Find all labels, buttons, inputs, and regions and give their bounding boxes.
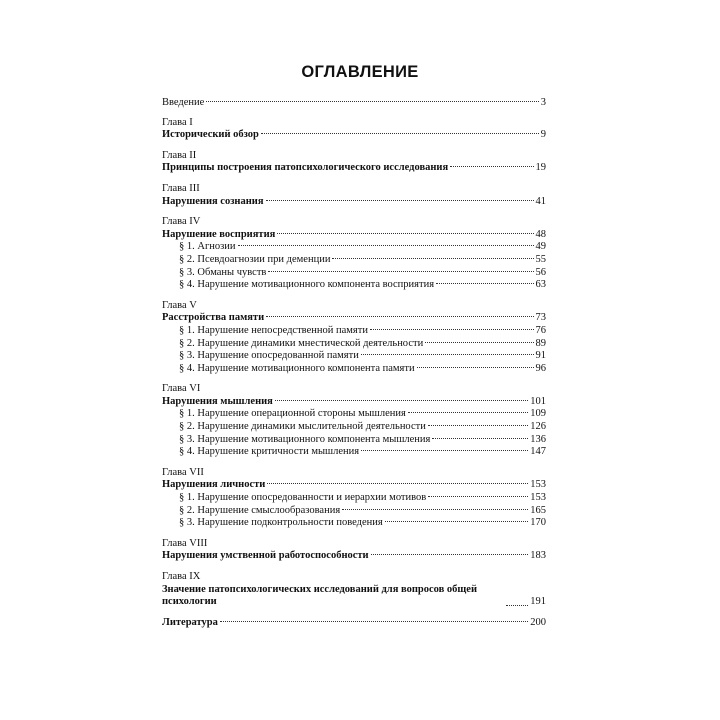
- dot-leader: [428, 425, 528, 426]
- dot-leader: [275, 400, 528, 401]
- chapter-title-entry: [162, 229, 546, 242]
- dot-leader: [371, 554, 529, 555]
- toc-entry-title: Значение патопсихологических исследований для вопросов общей психологии: [162, 583, 478, 608]
- toc-entry-page: 126: [530, 421, 546, 433]
- chapter-label: Глава IX: [162, 571, 201, 582]
- table-of-contents: [162, 97, 546, 629]
- toc-entry-title: § 1. Агнозии: [179, 241, 236, 253]
- toc-entry-page: 49: [535, 241, 546, 253]
- toc-entry-page: 73: [535, 312, 546, 324]
- toc-entry-title: § 2. Псевдоагнозии при деменции: [179, 253, 331, 265]
- toc-entry-title: Нарушение восприятия: [162, 228, 276, 240]
- dot-leader: [408, 412, 528, 413]
- toc-entry-title: Нарушения личности: [162, 479, 266, 491]
- section-entry: [162, 434, 546, 447]
- toc-entry-page: 3: [540, 97, 546, 108]
- dot-leader: [332, 258, 533, 259]
- dot-leader: [428, 496, 528, 497]
- dot-leader: [385, 521, 529, 522]
- section-entry: [162, 325, 546, 338]
- toc-entry-title: § 1. Нарушение операционной стороны мышления: [179, 408, 406, 420]
- chapter-title-entry: [162, 550, 546, 563]
- chapter-block: [162, 216, 546, 292]
- toc-entry-page: 147: [530, 446, 546, 458]
- dot-leader: [370, 329, 534, 330]
- chapter-block: [162, 571, 546, 609]
- toc-entry-page: 101: [530, 395, 546, 407]
- page-title: ОГЛАВЛЕНИЕ: [301, 63, 419, 81]
- chapter-title-entry: [162, 196, 546, 209]
- chapter-label: Глава II: [162, 149, 197, 161]
- dot-leader: [417, 367, 534, 368]
- toc-entry-title: § 4. Нарушение критичности мышления: [179, 446, 360, 458]
- toc-entry-title: § 2. Нарушение смыслообразования: [179, 504, 341, 516]
- toc-entry-page: 183: [530, 550, 546, 562]
- dot-leader: [436, 283, 533, 284]
- toc-entry-title: § 3. Нарушение опосредованной памяти: [179, 350, 359, 362]
- dot-leader: [266, 316, 533, 317]
- toc-entry-page: 170: [530, 517, 546, 529]
- toc-entry-page: 165: [530, 504, 546, 516]
- toc-entry-page: 153: [530, 479, 546, 491]
- chapter-label: Глава V: [162, 299, 197, 311]
- dot-leader: [220, 621, 528, 622]
- toc-entry-title: § 2. Нарушение динамики мнестической деятельности: [179, 337, 424, 349]
- toc-entry-title: Введение: [162, 97, 205, 108]
- chapter-block: [162, 300, 546, 376]
- toc-entry-page: 63: [535, 279, 546, 291]
- chapter-title-entry: [162, 129, 546, 142]
- toc-entry-page: 41: [535, 195, 546, 207]
- dot-leader: [268, 271, 533, 272]
- toc-entry-title: § 4. Нарушение мотивационного компонента восприятия: [179, 279, 435, 291]
- toc-entry-title: § 1. Нарушение непосредственной памяти: [179, 324, 368, 336]
- section-entry: [162, 505, 546, 518]
- section-entry: [162, 421, 546, 434]
- toc-entry-page: 55: [535, 253, 546, 265]
- section-entry: [162, 279, 546, 292]
- toc-entry-title: § 2. Нарушение динамики мыслительной деятельности: [179, 421, 426, 433]
- toc-entry-page: 200: [530, 616, 546, 628]
- toc-entry-intro: [162, 97, 546, 110]
- toc-entry-page: 76: [535, 324, 546, 336]
- dot-leader: [432, 438, 528, 439]
- dot-leader: [206, 101, 538, 102]
- dot-leader: [277, 233, 533, 234]
- section-entry: [162, 492, 546, 505]
- toc-entry-literature: [162, 617, 546, 630]
- toc-entry-title: Нарушения сознания: [162, 195, 264, 207]
- dot-leader: [342, 509, 528, 510]
- chapter-title-entry: [162, 479, 546, 492]
- section-entry: [162, 446, 546, 459]
- chapter-block: [162, 538, 546, 563]
- toc-entry-title: Расстройства памяти: [162, 312, 265, 324]
- chapter-label: Глава VI: [162, 383, 201, 395]
- toc-entry-page: 56: [535, 266, 546, 278]
- chapter-block: [162, 383, 546, 459]
- toc-entry-title: § 1. Нарушение опосредованности и иерархии мотивов: [179, 492, 427, 504]
- dot-leader: [261, 133, 539, 134]
- toc-entry-title: Литература: [162, 616, 218, 628]
- chapter-label: Глава VIII: [162, 537, 208, 549]
- section-entry: [162, 408, 546, 421]
- chapter-block: [162, 467, 546, 530]
- dot-leader: [267, 483, 528, 484]
- toc-entry-page: 136: [530, 433, 546, 445]
- toc-entry-page: 96: [535, 362, 546, 374]
- toc-entry-page: 91: [535, 350, 546, 362]
- section-entry: [162, 254, 546, 267]
- toc-entry-page: 153: [530, 492, 546, 504]
- section-entry: [162, 267, 546, 280]
- toc-entry-title: Исторический обзор: [162, 129, 259, 141]
- toc-entry-page: 48: [535, 228, 546, 240]
- section-entry: [162, 338, 546, 351]
- chapter-block: [162, 183, 546, 208]
- toc-entry-title: § 3. Нарушение подконтрольности поведения: [179, 517, 383, 529]
- toc-entry-page: 9: [540, 129, 546, 141]
- chapter-title-entry: [162, 396, 546, 409]
- toc-entry-title: Принципы построения патопсихологического исследования: [162, 162, 449, 174]
- dot-leader: [266, 200, 534, 201]
- chapter-title-entry: [162, 584, 546, 609]
- chapter-label: Глава III: [162, 182, 200, 194]
- toc-entry-page: 109: [530, 408, 546, 420]
- dot-leader: [361, 354, 534, 355]
- toc-entry-page: 19: [535, 162, 546, 174]
- dot-leader: [361, 450, 528, 451]
- toc-entry-title: § 4. Нарушение мотивационного компонента памяти: [179, 362, 415, 374]
- dot-leader: [425, 342, 533, 343]
- toc-entry-title: Нарушения мышления: [162, 395, 273, 407]
- toc-entry-title: § 3. Обманы чувств: [179, 266, 267, 278]
- section-entry: [162, 350, 546, 363]
- chapter-label: Глава VII: [162, 466, 204, 478]
- chapter-block: [162, 150, 546, 175]
- toc-entry-title: Нарушения умственной работоспособности: [162, 550, 369, 562]
- section-entry: [162, 363, 546, 376]
- dot-leader: [238, 245, 534, 246]
- toc-entry-page: 191: [530, 596, 546, 608]
- dot-leader: [450, 166, 533, 167]
- dot-leader: [506, 605, 528, 606]
- chapter-label: Глава I: [162, 116, 193, 128]
- toc-entry-page: 89: [535, 337, 546, 349]
- chapter-label: Глава IV: [162, 216, 201, 228]
- chapter-block: [162, 117, 546, 142]
- toc-entry-title: § 3. Нарушение мотивационного компонента мышления: [179, 433, 431, 445]
- chapter-title-entry: [162, 312, 546, 325]
- section-entry: [162, 241, 546, 254]
- chapter-title-entry: [162, 162, 546, 175]
- section-entry: [162, 517, 546, 530]
